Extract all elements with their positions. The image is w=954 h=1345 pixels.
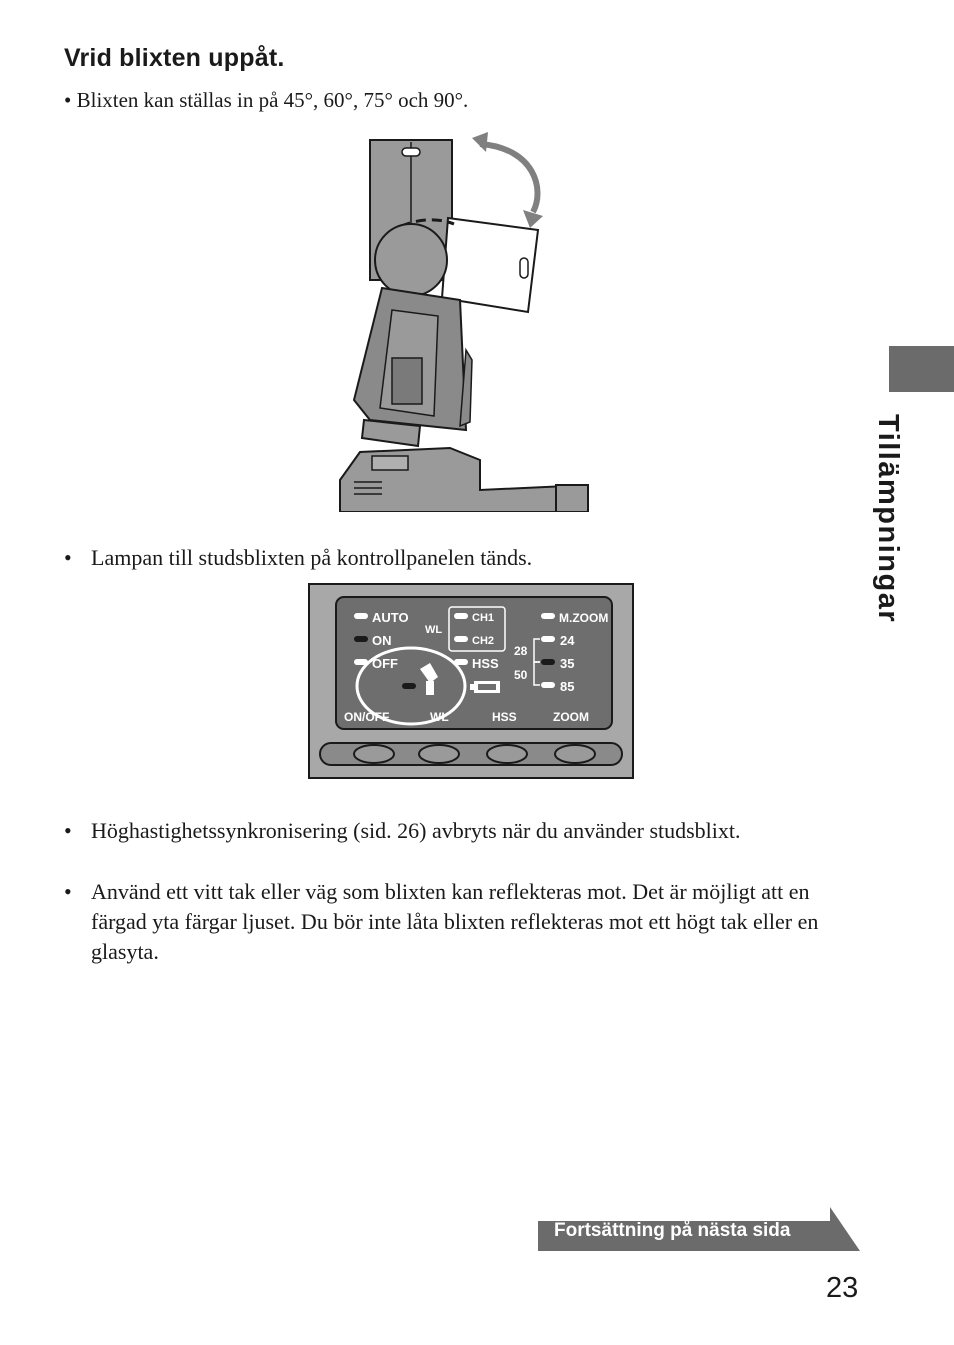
bullet-text: Lampan till studsblixten på kontrollpanelen tänds. <box>91 545 533 570</box>
battery-icon <box>470 681 500 693</box>
bullet-ceiling <box>64 877 864 967</box>
label-btn-zoom: ZOOM <box>553 710 589 724</box>
label-ch1: CH1 <box>472 612 495 624</box>
bullet-text: Använd ett vitt tak eller väg som blixten kan reflekteras mot. Det är möjligt att en färgad yta färgar ljuset. Du bör inte låta blixten reflekteras mot ett högt tak eller en glasyta. <box>91 879 819 964</box>
label-35: 35 <box>560 656 575 671</box>
button-wl[interactable] <box>419 745 459 763</box>
section-tab-label: Tillämpningar <box>872 414 904 624</box>
button-onoff[interactable] <box>354 745 394 763</box>
label-auto: AUTO <box>372 610 409 625</box>
bullet-lamp <box>64 543 864 573</box>
arrow-up-icon <box>472 132 488 152</box>
label-btn-onoff: ON/OFF <box>344 710 390 724</box>
bullet-dot: • <box>64 879 72 904</box>
bullet-hss <box>64 816 864 846</box>
section-tab-marker <box>889 346 954 392</box>
arrow-down-icon <box>523 210 543 228</box>
flash-rotation-illustration <box>330 130 610 512</box>
page-heading: Vrid blixten uppåt. <box>64 44 285 72</box>
page-number: 23 <box>826 1272 859 1304</box>
button-hss[interactable] <box>487 745 527 763</box>
bullet-text: Höghastighetssynkronisering (sid. 26) avbryts när du använder studsblixt. <box>91 818 741 843</box>
label-on: ON <box>372 633 392 648</box>
continue-label: Fortsättning på nästa sida <box>554 1220 791 1241</box>
label-24: 24 <box>560 633 575 648</box>
bullet-dot: • <box>64 545 72 570</box>
label-50: 50 <box>514 668 528 682</box>
label-off: OFF <box>372 656 398 671</box>
label-28: 28 <box>514 644 528 658</box>
bullet-dot: • <box>64 818 72 843</box>
button-zoom[interactable] <box>555 745 595 763</box>
label-btn-wl: WL <box>430 710 449 724</box>
control-panel-illustration <box>308 583 634 779</box>
label-85: 85 <box>560 679 575 694</box>
label-wl: WL <box>425 624 443 636</box>
label-btn-hss: HSS <box>492 710 517 724</box>
label-ch2: CH2 <box>472 635 495 647</box>
label-mzoom: M.ZOOM <box>559 611 609 625</box>
label-hss: HSS <box>472 656 499 671</box>
intro-bullet: • Blixten kan ställas in på 45°, 60°, 75° och 90°. <box>64 88 469 112</box>
